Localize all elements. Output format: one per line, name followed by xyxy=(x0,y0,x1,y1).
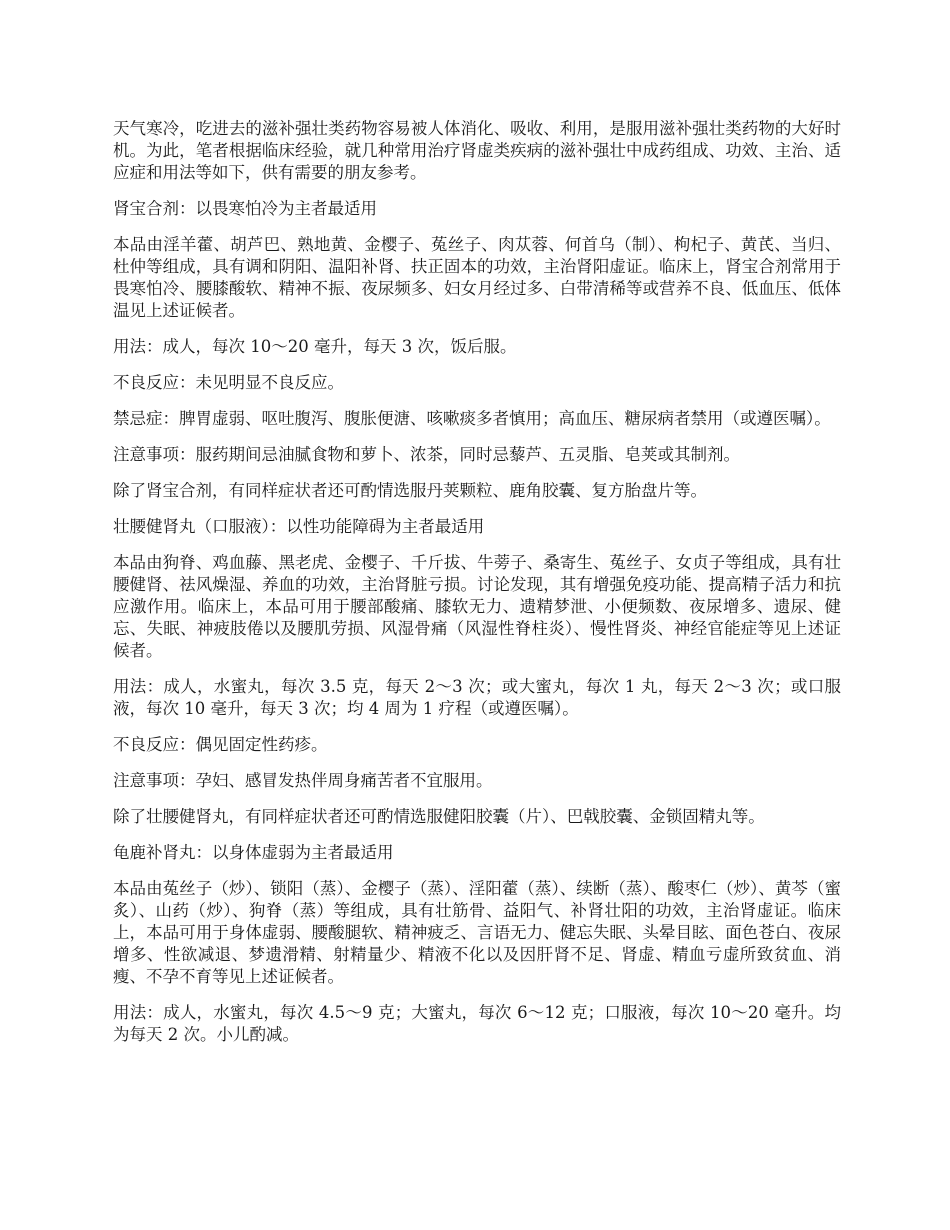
guilu-usage: 用法：成人，水蜜丸，每次 4.5～9 克；大蜜丸，每次 6～12 克；口服液，每次 10～20 毫升。均为每天 2 次。小儿酌减。 xyxy=(113,1003,841,1044)
guilu-composition: 本品由菟丝子（炒）、锁阳（蒸）、金樱子（蒸）、淫阳藿（蒸）、续断（蒸）、酸枣仁（炒）、黄芩（蜜炙）、山药（炒）、狗脊（蒸）等组成，具有壮筋骨、益阳气、补肾壮阳的功效，主治肾虚证。临床上，本品可用于身体虚弱、腰酸腿软、精神疲乏、言语无力、健忘失眠、头晕目眩、面色苍白、夜尿增多、性欲减退、梦遗滑精、射精量少、精液不化以及因肝肾不足、肾虚、精血亏虚所致贫血、消瘦、不孕不育等见上述证候者。 xyxy=(113,879,841,986)
section-heading-guilu: 龟鹿补肾丸：以身体虚弱为主者最适用 xyxy=(113,843,394,862)
section-heading-shenbao: 肾宝合剂：以畏寒怕冷为主者最适用 xyxy=(113,199,377,218)
zhuangyao-adverse-reactions: 不良反应：偶见固定性药疹。 xyxy=(113,735,328,754)
shenbao-usage: 用法：成人，每次 10～20 毫升，每天 3 次，饭后服。 xyxy=(113,337,517,356)
zhuangyao-precautions: 注意事项：孕妇、感冒发热伴周身痛苦者不宜服用。 xyxy=(113,771,493,790)
intro-paragraph: 天气寒冷，吃进去的滋补强壮类药物容易被人体消化、吸收、利用，是服用滋补强壮类药物的大好时机。为此，笔者根据临床经验，就几种常用治疗肾虚类疾病的滋补强壮中成药组成、功效、主治、适应症和用法等如下，供有需要的朋友参考。 xyxy=(113,119,841,182)
shenbao-contraindications: 禁忌症：脾胃虚弱、呕吐腹泻、腹胀便溏、咳嗽痰多者慎用；高血压、糖尿病者禁用（或遵医嘱）。 xyxy=(113,409,831,428)
shenbao-composition: 本品由淫羊藿、胡芦巴、熟地黄、金樱子、菟丝子、肉苁蓉、何首乌（制）、枸杞子、黄芪、当归、杜仲等组成，具有调和阴阳、温阳补肾、扶正固本的功效，主治肾阳虚证。临床上，肾宝合剂常用于畏寒怕冷、腰膝酸软、精神不振、夜尿频多、妇女月经过多、白带清稀等或营养不良、低血压、低体温见上述证候者。 xyxy=(113,235,841,320)
section-heading-zhuangyao: 壮腰健肾丸（口服液）：以性功能障碍为主者最适用 xyxy=(113,517,485,536)
zhuangyao-usage: 用法：成人，水蜜丸，每次 3.5 克，每天 2～3 次；或大蜜丸，每次 1 丸，每天 2～3 次；或口服液，每次 10 毫升，每天 3 次；均 4 周为 1 疗程（或遵医嘱）。 xyxy=(113,677,841,718)
shenbao-alternatives: 除了肾宝合剂，有同样症状者还可酌情选服丹荚颗粒、鹿角胶囊、复方胎盘片等。 xyxy=(113,481,707,500)
zhuangyao-composition: 本品由狗脊、鸡血藤、黑老虎、金樱子、千斤拔、牛蒡子、桑寄生、菟丝子、女贞子等组成，具有壮腰健肾、祛风燥湿、养血的功效，主治肾脏亏损。讨论发现，其有增强免疫功能、提高精子活力和抗应激作用。临床上，本品可用于腰部酸痛、膝软无力、遗精梦泄、小便频数、夜尿增多、遗尿、健忘、失眠、神疲肢倦以及腰肌劳损、风湿骨痛（风湿性脊柱炎）、慢性肾炎、神经官能症等见上述证候者。 xyxy=(113,553,841,660)
article-body xyxy=(113,118,841,1060)
zhuangyao-alternatives: 除了壮腰健肾丸，有同样症状者还可酌情选服健阳胶囊（片）、巴戟胶囊、金锁固精丸等。 xyxy=(113,807,765,826)
shenbao-adverse-reactions: 不良反应：未见明显不良反应。 xyxy=(113,373,344,392)
shenbao-precautions: 注意事项：服药期间忌油腻食物和萝卜、浓茶，同时忌藜芦、五灵脂、皂荚或其制剂。 xyxy=(113,445,740,464)
